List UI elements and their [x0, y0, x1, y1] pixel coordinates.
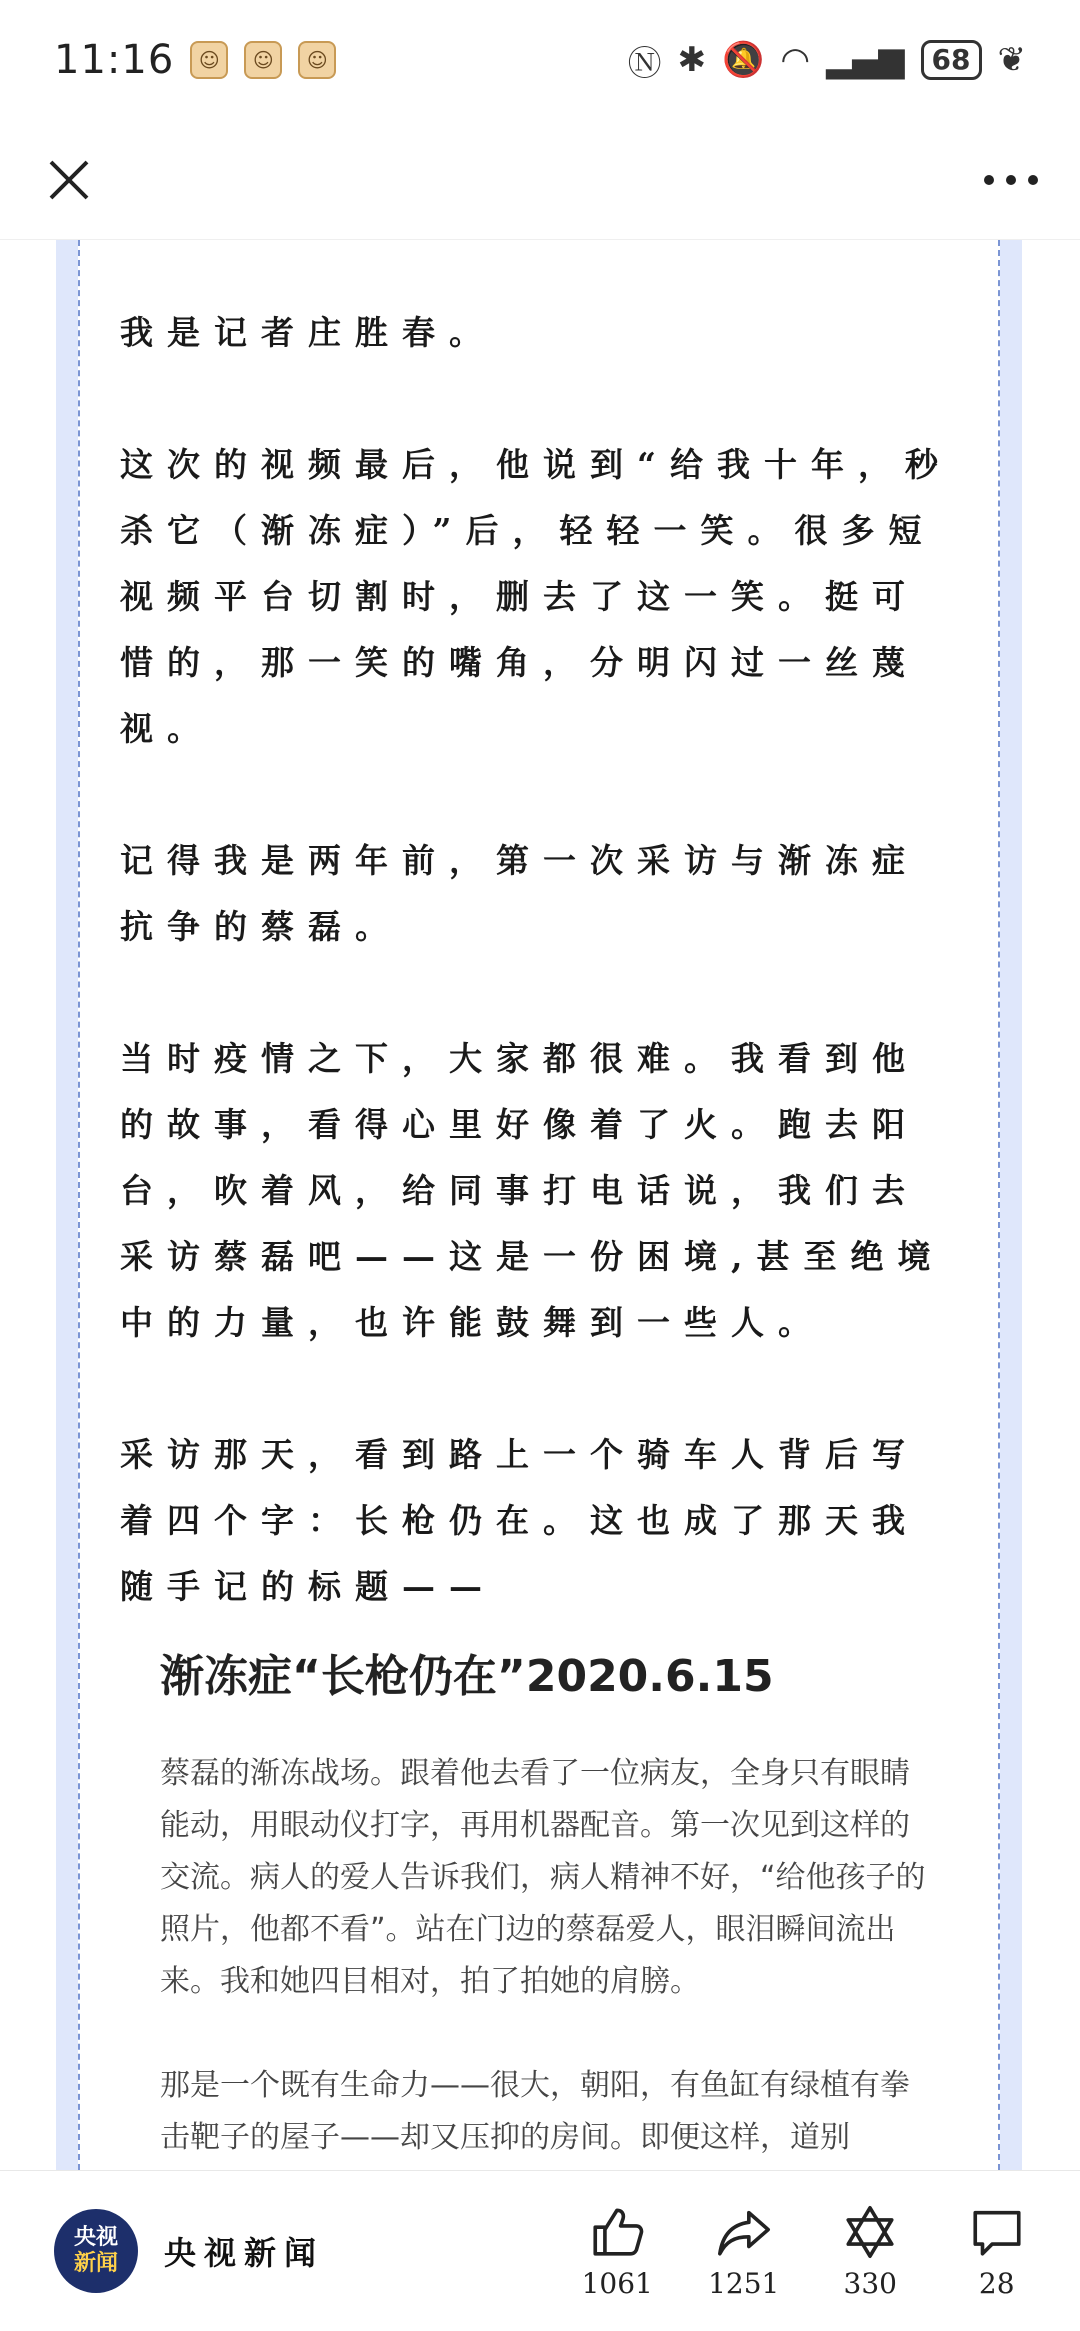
app-icon-2: ☺ [244, 41, 282, 79]
comment-icon [968, 2203, 1026, 2261]
article-paragraph: 记得我是两年前，第一次采访与渐冻症抗争的蔡磊。 [120, 841, 919, 946]
top-nav [0, 120, 1080, 240]
status-left [54, 37, 336, 83]
signal-icon: ▂▄▆ [826, 40, 905, 80]
article-paragraph: 当时疫情之下，大家都很难。我看到他的故事，看得心里好像着了火。跑去阳台，吹着风，给同事打电话说，我们去采访蔡磊吧——这是一份困境,甚至绝境中的力量，也许能鼓舞到一些人。 [120, 1039, 945, 1342]
source-account[interactable] [0, 2209, 554, 2293]
status-right [628, 36, 1026, 85]
status-bar [0, 0, 1080, 120]
close-icon [47, 158, 91, 202]
quoted-note-title: 渐冻症“长枪仍在”2020.6.15 [160, 1651, 774, 1702]
nfc-icon: Ⓝ [627, 43, 662, 84]
bottom-action-bar [0, 2170, 1080, 2331]
quoted-note-paragraph: 蔡磊的渐冻战场。跟着他去看了一位病友，全身只有眼睛能动，用眼动仪打字，再用机器配音。第一次见到这样的交流。病人的爱人告诉我们，病人精神不好，“给他孩子的照片，他都不看”。站在门边的蔡磊爱人，眼泪瞬间流出来。我和她四目相对，拍了拍她的肩膀。 [160, 1756, 926, 1999]
action-group [554, 2203, 1080, 2300]
collect-count: 330 [843, 2266, 897, 2300]
like-button[interactable] [562, 2203, 672, 2300]
quoted-note-body [160, 1748, 930, 2216]
like-count: 1061 [581, 2266, 653, 2300]
clock: 11:16 [54, 37, 175, 83]
collect-button[interactable] [815, 2203, 925, 2300]
thumbs-up-icon [588, 2203, 646, 2261]
comment-button[interactable] [942, 2203, 1052, 2300]
article-paragraph: 采访那天，看到路上一个骑车人背后写着四个字：长枪仍在。这也成了那天我随手记的标题—— [120, 1435, 919, 1606]
source-name: 央视新闻 [164, 2234, 325, 2272]
bluetooth-icon: ✱ [677, 40, 707, 80]
logo-line1: 央视 [73, 2225, 118, 2250]
close-button[interactable] [34, 145, 104, 215]
article-paragraph: 我是记者庄胜春。 [120, 313, 496, 352]
leaf-icon: ❦ [997, 40, 1026, 80]
more-icon [983, 174, 1039, 186]
article-body [120, 300, 960, 1686]
star-of-david-icon [841, 2203, 899, 2261]
logo-line2: 新闻 [73, 2251, 118, 2276]
share-icon [715, 2203, 773, 2261]
wifi-icon: ◠ [780, 40, 811, 80]
quoted-note-paragraph: 那是一个既有生命力——很大，朝阳，有鱼缸有绿植有拳击靶子的屋子——却又压抑的房间。即便这样，道别 [160, 2068, 910, 2155]
share-count: 1251 [708, 2266, 780, 2300]
mute-icon: 🔕 [722, 40, 765, 80]
comment-count: 28 [978, 2266, 1015, 2300]
app-icon-3: ☺ [298, 41, 336, 79]
cctv-news-logo [54, 2209, 138, 2293]
app-icon-1: ☺ [190, 41, 228, 79]
article-paragraph: 这次的视频最后，他说到“给我十年，秒杀它（渐冻症）”后，轻轻一笑。很多短视频平台切割时，删去了这一笑。挺可惜的，那一笑的嘴角，分明闪过一丝蔑视。 [120, 445, 952, 748]
share-button[interactable] [689, 2203, 799, 2300]
more-button[interactable] [976, 145, 1046, 215]
battery-indicator: 68 [921, 40, 982, 80]
